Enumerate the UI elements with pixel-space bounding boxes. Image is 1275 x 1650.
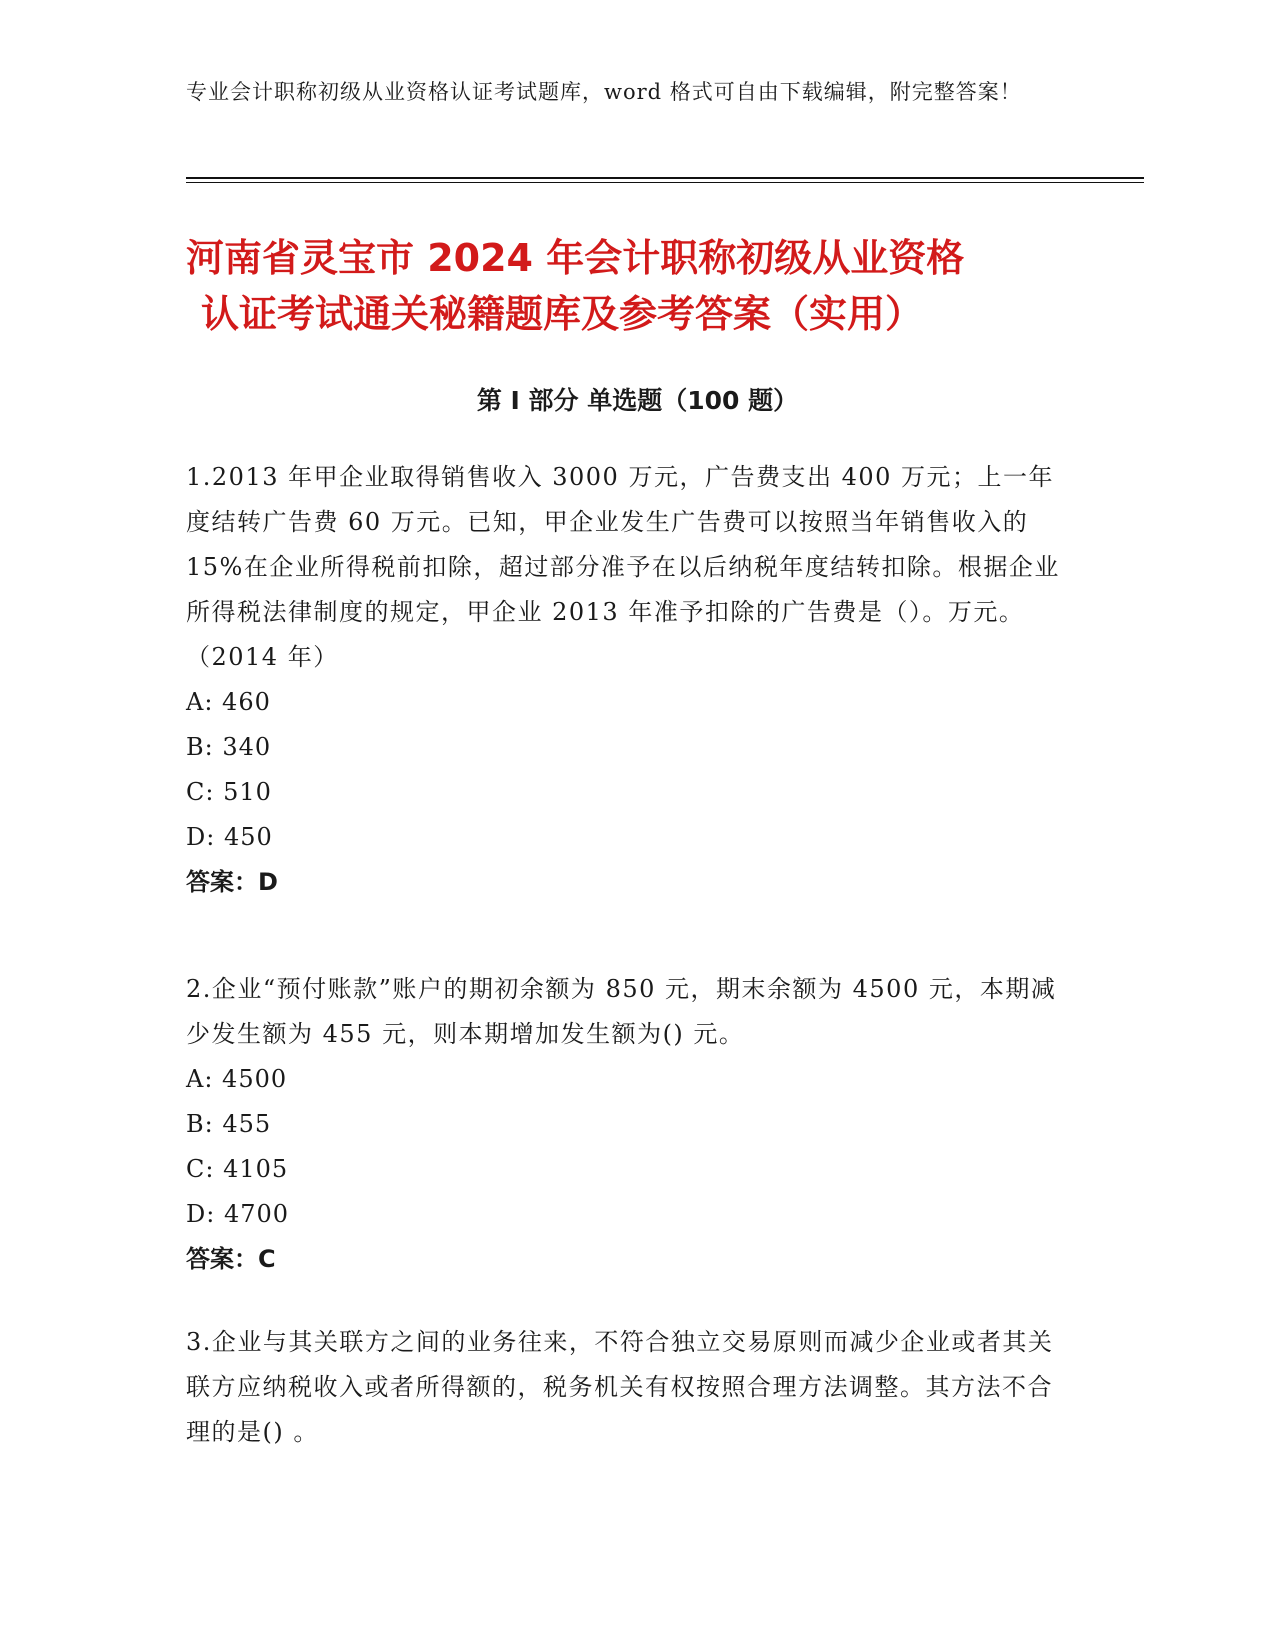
header-divider bbox=[186, 177, 1144, 179]
section-heading: 第 I 部分 单选题（100 题） bbox=[476, 386, 799, 415]
header-note: 专业会计职称初级从业资格认证考试题库，word 格式可自由下载编辑，附完整答案！ bbox=[186, 80, 1022, 104]
answer: 答案：D bbox=[186, 868, 278, 896]
question-stem: 1.2013 年甲企业取得销售收入 3000 万元，广告费支出 400 万元；上一年度结转广告费 60 万元。已知，甲企业发生广告费可以按照当年销售收入的 15%在企业所得税前扣除，超过部分准予在以后纳税年度结转扣除。根据企业所得税法律制度的规定，甲企业 2013 年准予扣除的广告费是（）。万元。（2014 年） bbox=[186, 463, 1060, 671]
option-b: B: 340 bbox=[186, 733, 272, 761]
title-line-1: 河南省灵宝市 2024 年会计职称初级从业资格 bbox=[186, 236, 965, 280]
option-c: C: 510 bbox=[186, 778, 272, 806]
option-b: B: 455 bbox=[186, 1110, 272, 1138]
option-c: C: 4105 bbox=[186, 1155, 289, 1183]
document-title bbox=[186, 230, 1086, 342]
header-divider-thin bbox=[186, 182, 1144, 183]
answer: 答案：C bbox=[186, 1245, 276, 1273]
question-3 bbox=[186, 1320, 1066, 1455]
question-stem: 3.企业与其关联方之间的业务往来，不符合独立交易原则而减少企业或者其关联方应纳税收入或者所得额的，税务机关有权按照合理方法调整。其方法不合理的是() 。 bbox=[186, 1328, 1054, 1446]
option-a: A: 4500 bbox=[186, 1065, 288, 1093]
question-stem: 2.企业“预付账款”账户的期初余额为 850 元，期末余额为 4500 元，本期减少发生额为 455 元，则本期增加发生额为() 元。 bbox=[186, 975, 1057, 1048]
option-a: A: 460 bbox=[186, 688, 271, 716]
option-d: D: 4700 bbox=[186, 1200, 290, 1228]
question-1 bbox=[186, 455, 1066, 905]
title-line-2: 认证考试通关秘籍题库及参考答案（实用） bbox=[201, 292, 924, 336]
question-2 bbox=[186, 967, 1066, 1282]
option-d: D: 450 bbox=[186, 823, 273, 851]
